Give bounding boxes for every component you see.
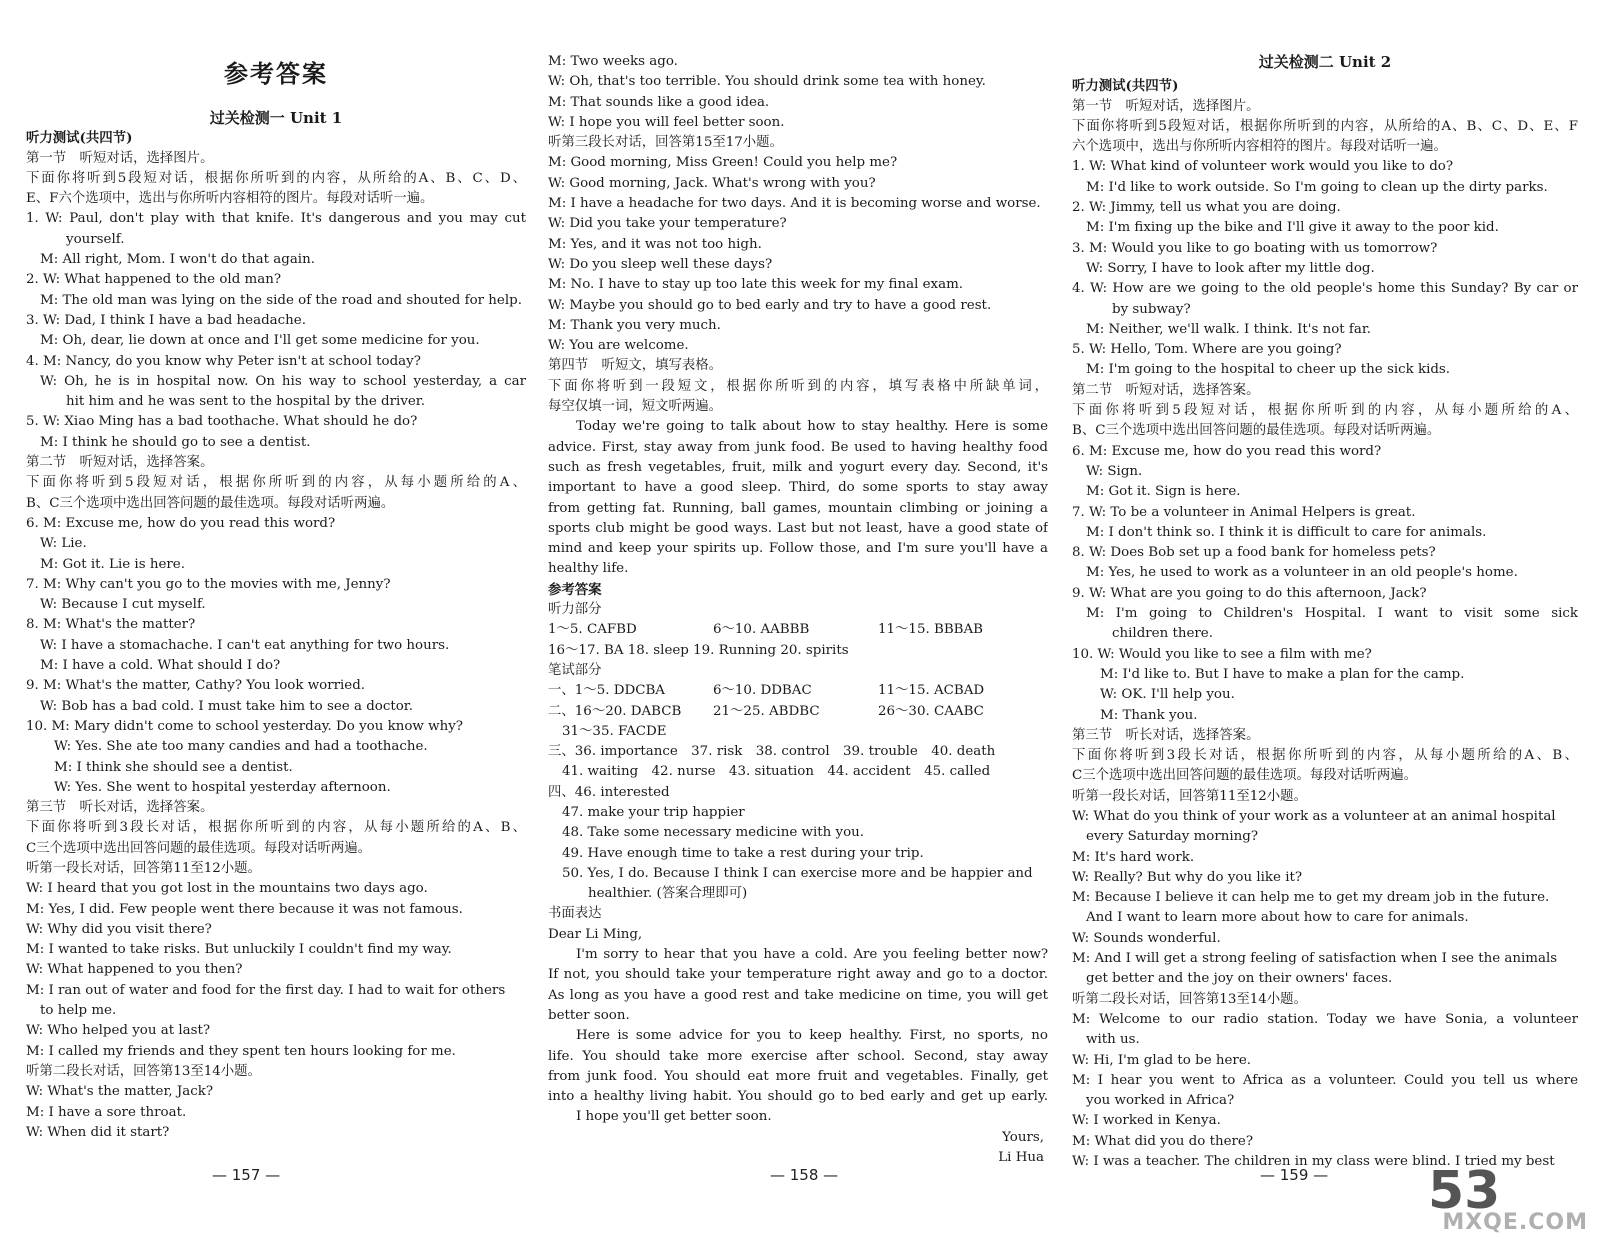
text-line: Today we're going to talk about how to stay healthy. Here is some <box>576 419 1048 435</box>
text-line: M: It's hard work. <box>1072 849 1195 865</box>
answer-cell: 6～10. AABBB <box>713 622 810 638</box>
text-line: 参考答案 <box>548 581 602 598</box>
text-line: Dear Li Ming, <box>548 926 643 942</box>
text-line: 第三节 听长对话，选择答案。 <box>26 800 214 816</box>
text-line: sports club might be good ways. Last but not least, have a good state of <box>548 520 1048 536</box>
text-line: 听力部分 <box>548 602 602 618</box>
text-line: E、F六个选项中，选出与你所听内容相符的图片。每段对话听一遍。 <box>26 191 434 207</box>
text-line: 听第一段长对话，回答第11至12小题。 <box>26 860 261 876</box>
text-line: such as fresh vegetables, fruit, milk and yogurt every day. Second, it's <box>548 459 1048 475</box>
listening-answers <box>548 620 1048 661</box>
text-line: M: The old man was lying on the side of the road and shouted for help. <box>40 292 522 308</box>
text-line: B、C三个选项中选出回答问题的最佳选项。每段对话听两遍。 <box>26 495 395 511</box>
text-line: M: I'd like to. But I have to make a plan for the camp. <box>1100 666 1465 682</box>
text-line: Yours, <box>1002 1129 1044 1145</box>
text-line: 听第三段长对话，回答第15至17小题。 <box>548 135 783 151</box>
watermark-number: 53 <box>1428 1161 1501 1221</box>
text-line: M: Oh, dear, lie down at once and I'll get some medicine for you. <box>40 333 480 349</box>
text-line: W: Maybe you should go to bed early and try to have a good rest. <box>548 297 992 313</box>
text-line: into a healthy living habit. You should go to bed early and get up early. <box>548 1089 1048 1105</box>
text-line: W: Did you take your temperature? <box>548 216 787 232</box>
text-line: B、C三个选项中选出回答问题的最佳选项。每段对话听两遍。 <box>1072 423 1441 439</box>
text-line: M: That sounds like a good idea. <box>548 94 770 110</box>
text-line: 49. Have enough time to take a rest during your trip. <box>562 845 924 861</box>
text-line: M: Neither, we'll walk. I think. It's not far. <box>1086 321 1372 337</box>
text-line: W: I hope you will feel better soon. <box>548 114 785 130</box>
text-line: M: Got it. Sign is here. <box>1086 484 1241 500</box>
text-line: healthier. (答案合理即可) <box>588 886 748 902</box>
page-158-text-continued <box>548 722 1048 1169</box>
text-line: M: Yes, I did. Few people went there because it was not famous. <box>26 901 463 917</box>
text-line: hit him and he was sent to the hospital by the driver. <box>66 394 425 410</box>
text-line: If not, you should take your temperature right away and go to a doctor. <box>548 967 1048 983</box>
text-line: 每空仅填一词，短文听两遍。 <box>548 399 723 415</box>
text-line: you worked in Africa? <box>1086 1093 1235 1109</box>
text-line: M: No. I have to stay up too late this week for my final exam. <box>548 277 964 293</box>
text-line: M: I ran out of water and food for the first day. I had to wait for others <box>26 982 506 998</box>
answer-cell: 6～10. DDBAC <box>713 683 812 699</box>
text-line: 书面表达 <box>548 906 602 922</box>
answer-cell: 1～5. CAFBD <box>548 622 637 638</box>
text-line: 10. M: Mary didn't come to school yesterday. Do you know why? <box>26 718 463 734</box>
text-line: M: All right, Mom. I won't do that again. <box>40 252 315 268</box>
text-line: M: I don't think so. I think it is difficult to care for animals. <box>1086 524 1487 540</box>
text-line: 第三节 听长对话，选择答案。 <box>1072 727 1260 743</box>
text-line: 下面你将听到5段短对话，根据你所听到的内容，从每小题所给的A、 <box>26 475 526 491</box>
text-line: M: Thank you. <box>1100 707 1198 723</box>
text-line: with us. <box>1086 1032 1140 1048</box>
text-line: 四、46. interested <box>548 784 670 800</box>
text-line: M: I'm fixing up the bike and I'll give it away to the poor kid. <box>1086 220 1499 236</box>
text-line: by subway? <box>1112 301 1191 317</box>
text-line: 3. M: Would you like to go boating with us tomorrow? <box>1072 240 1438 256</box>
text-line: M: I think she should see a dentist. <box>54 759 293 775</box>
text-line: important to have a good sleep. Third, do some sports to stay away <box>548 480 1048 496</box>
text-line: W: Oh, he is in hospital now. On his way to school yesterday, a car <box>40 373 526 389</box>
text-line: M: I'm going to Children's Hospital. I want to visit some sick <box>1086 606 1578 622</box>
text-line: M: Thank you very much. <box>548 317 721 333</box>
text-line: 4. M: Nancy, do you know why Peter isn't at school today? <box>26 353 421 369</box>
text-line: M: Welcome to our radio station. Today we have Sonia, a volunteer <box>1072 1011 1578 1027</box>
text-line: W: What happened to you then? <box>26 962 243 978</box>
text-line: W: Hi, I'm glad to be here. <box>1072 1052 1252 1068</box>
text-line: to help me. <box>40 1003 117 1019</box>
text-line: 下面你将听到5段短对话，根据你所听到的内容，从每小题所给的A、 <box>1072 403 1578 419</box>
text-line: M: Yes, he used to work as a volunteer in an old people's home. <box>1086 565 1518 581</box>
text-line: M: Yes, and it was not too high. <box>548 236 762 252</box>
answer-cell <box>878 641 1048 661</box>
text-line: W: Why did you visit there? <box>26 921 212 937</box>
answer-row <box>548 702 1048 722</box>
text-line: W: Do you sleep well these days? <box>548 256 773 272</box>
text-line: W: Sounds wonderful. <box>1072 930 1221 946</box>
text-line: 下面你将听到一段短文，根据你所听到的内容，填写表格中所缺单词， <box>548 378 1048 394</box>
page-number-159: — 159 — <box>1260 1166 1329 1184</box>
text-line: 5. W: Hello, Tom. Where are you going? <box>1072 342 1342 358</box>
text-line: W: Oh, that's too terrible. You should drink some tea with honey. <box>548 74 986 90</box>
text-line: 3. W: Dad, I think I have a bad headache. <box>26 312 306 328</box>
page-159-text <box>1072 76 1578 1172</box>
page-157-column <box>26 52 526 1143</box>
text-line: Here is some advice for you to keep healthy. First, no sports, no <box>576 1028 1048 1044</box>
text-line: 第二节 听短对话，选择答案。 <box>26 455 214 471</box>
text-line: 8. M: What's the matter? <box>26 617 196 633</box>
text-line: 第一节 听短对话，选择图片。 <box>1072 98 1260 114</box>
text-line: W: OK. I'll help you. <box>1100 687 1235 703</box>
answer-row <box>548 641 1048 661</box>
text-line: M: I hear you went to Africa as a volunteer. Could you tell us where <box>1072 1072 1578 1088</box>
text-line: M: I have a headache for two days. And it is becoming worse and worse. <box>548 196 1041 212</box>
text-line: M: I have a cold. What should I do? <box>40 658 281 674</box>
answer-cell: 11～15. ACBAD <box>878 683 985 699</box>
answer-cell: 16～17. BA 18. sleep 19. Running 20. spirits <box>548 642 849 658</box>
page-number-157: — 157 — <box>212 1166 281 1184</box>
text-line: M: Because I believe it can help me to get my dream job in the future. <box>1072 890 1550 906</box>
written-answers <box>548 681 1048 722</box>
text-line: M: Got it. Lie is here. <box>40 556 185 572</box>
answer-cell: 21～25. ABDBC <box>713 703 820 719</box>
answer-cell: 一、1～5. DDCBA <box>548 683 665 699</box>
text-line: M: Good morning, Miss Green! Could you help me? <box>548 155 898 171</box>
text-line: 2. W: Jimmy, tell us what you are doing. <box>1072 200 1341 216</box>
text-line: 下面你将听到3段长对话，根据你所听到的内容，从每小题所给的A、B、 <box>26 820 526 836</box>
text-line: W: What do you think of your work as a volunteer at an animal hospital <box>1072 808 1556 824</box>
text-line: C三个选项中选出回答问题的最佳选项。每段对话听两遍。 <box>1072 768 1418 784</box>
text-line: M: I have a sore throat. <box>26 1104 187 1120</box>
answer-row <box>548 620 1048 640</box>
text-line: 31～35. FACDE <box>562 723 667 739</box>
text-line: 4. W: How are we going to the old people's home this Sunday? By car or <box>1072 281 1578 297</box>
page-157-text <box>26 128 526 1143</box>
text-line: from getting fat. Running, ball games, mountain climbing or joining a <box>548 500 1048 516</box>
text-line: M: I called my friends and they spent ten hours looking for me. <box>26 1043 456 1059</box>
answer-row <box>548 681 1048 701</box>
text-line: 三、36. importance 37. risk 38. control 39. trouble 40. death <box>548 744 996 760</box>
text-line: And I want to learn more about how to care for animals. <box>1086 910 1469 926</box>
text-line: 9. W: What are you going to do this afternoon, Jack? <box>1072 585 1427 601</box>
text-line: 听第二段长对话，回答第13至14小题。 <box>1072 991 1307 1007</box>
text-line: W: You are welcome. <box>548 338 689 354</box>
watermark-logo <box>1428 1163 1588 1235</box>
text-line: mind and keep your spirits up. Follow those, and I'm sure you'll have a <box>548 541 1048 557</box>
text-line: 41. waiting 42. nurse 43. situation 44. accident 45. called <box>562 764 991 780</box>
text-line: W: Lie. <box>40 536 87 552</box>
text-line: I'm sorry to hear that you have a cold. Are you feeling better now? <box>576 947 1048 963</box>
text-line: 听力测试(共四节) <box>26 130 133 147</box>
text-line: M: What did you do there? <box>1072 1133 1254 1149</box>
answer-cell: 二、16～20. DABCB <box>548 703 682 719</box>
text-line: yourself. <box>66 231 125 247</box>
text-line: from junk food. You should eat more fruit and vegetables. Finally, get <box>548 1068 1048 1084</box>
text-line: W: What's the matter, Jack? <box>26 1084 214 1100</box>
unit-1-title: 过关检测一 Unit 1 <box>209 109 343 127</box>
text-line: 10. W: Would you like to see a film with me? <box>1072 646 1372 662</box>
page-number-158: — 158 — <box>770 1166 839 1184</box>
text-line: I hope you'll get better soon. <box>576 1109 772 1125</box>
text-line: M: I'd like to work outside. So I'm going to clean up the dirty parks. <box>1086 179 1548 195</box>
text-line: M: I wanted to take risks. But unluckily I couldn't find my way. <box>26 942 452 958</box>
text-line: 48. Take some necessary medicine with you. <box>562 825 865 841</box>
text-line: Li Hua <box>998 1150 1044 1166</box>
answer-cell: 11～15. BBBAB <box>878 622 984 638</box>
text-line: 下面你将听到5段短对话，根据你所听到的内容，从所给的A、B、C、D、 <box>26 170 526 186</box>
text-line: 8. W: Does Bob set up a food bank for homeless pets? <box>1072 545 1436 561</box>
page-159-column <box>1072 52 1578 1172</box>
text-line: W: Yes. She went to hospital yesterday afternoon. <box>54 779 391 795</box>
written-section-label: 笔试部分 <box>548 662 602 678</box>
text-line: 7. M: Why can't you go to the movies with me, Jenny? <box>26 576 391 592</box>
text-line: every Saturday morning? <box>1086 829 1259 845</box>
text-line: W: Who helped you at last? <box>26 1023 211 1039</box>
text-line: advice. First, stay away from junk food. Be used to having healthy food <box>548 439 1048 455</box>
text-line: W: I was a teacher. The children in my class were blind. I tried my best <box>1072 1154 1555 1170</box>
answer-cell: 26～30. CAABC <box>878 703 984 719</box>
text-line: 听力测试(共四节) <box>1072 78 1179 95</box>
page-main-title: 参考答案 <box>224 59 328 88</box>
text-line: 50. Yes, I do. Because I think I can exercise more and be happier and <box>562 865 1033 881</box>
answer-cell <box>713 641 878 661</box>
text-line: 听第二段长对话，回答第13至14小题。 <box>26 1063 261 1079</box>
text-line: 第一节 听短对话，选择图片。 <box>26 150 214 166</box>
text-line: 2. W: What happened to the old man? <box>26 272 282 288</box>
text-line: W: Because I cut myself. <box>40 597 206 613</box>
text-line: M: Two weeks ago. <box>548 54 678 69</box>
text-line: 下面你将听到5段短对话，根据你所听到的内容，从所给的A、B、C、D、E、F <box>1072 118 1578 134</box>
text-line: W: Bob has a bad cold. I must take him to see a doctor. <box>40 698 413 714</box>
text-line: 47. make your trip happier <box>562 804 745 820</box>
text-line: 5. W: Xiao Ming has a bad toothache. What should he do? <box>26 414 418 430</box>
text-line: As long as you have a good rest and take medicine on time, you will get <box>548 987 1048 1003</box>
text-line: M: I think he should go to see a dentist. <box>40 434 311 450</box>
text-line: 7. W: To be a volunteer in Animal Helpers is great. <box>1072 504 1416 520</box>
text-line: 1. W: Paul, don't play with that knife. It's dangerous and you may cut <box>26 211 526 227</box>
text-line: healthy life. <box>548 561 629 577</box>
text-line: 6. M: Excuse me, how do you read this word? <box>26 515 336 531</box>
text-line: W: Good morning, Jack. What's wrong with you? <box>548 175 876 191</box>
text-line: W: Sorry, I have to look after my little dog. <box>1086 260 1375 276</box>
text-line: W: I worked in Kenya. <box>1072 1113 1221 1129</box>
text-line: children there. <box>1112 626 1213 642</box>
text-line: W: I heard that you got lost in the mountains two days ago. <box>26 881 428 897</box>
text-line: 9. M: What's the matter, Cathy? You look worried. <box>26 678 366 694</box>
text-line: W: I have a stomachache. I can't eat anything for two hours. <box>40 637 450 653</box>
text-line: W: Yes. She ate too many candies and had a toothache. <box>54 739 428 755</box>
page-158-column <box>548 52 1048 1168</box>
text-line: 听第一段长对话，回答第11至12小题。 <box>1072 788 1307 804</box>
text-line: W: Sign. <box>1086 463 1143 479</box>
text-line: 第二节 听短对话，选择答案。 <box>1072 382 1260 398</box>
text-line: 1. W: What kind of volunteer work would you like to do? <box>1072 159 1454 175</box>
text-line: M: I'm going to the hospital to cheer up the sick kids. <box>1086 362 1451 378</box>
text-line: W: When did it start? <box>26 1124 170 1140</box>
text-line: 第四节 听短文，填写表格。 <box>548 358 723 374</box>
text-line: W: Really? But why do you like it? <box>1072 869 1303 885</box>
text-line: better soon. <box>548 1007 630 1023</box>
text-line: get better and the joy on their owners' faces. <box>1086 971 1393 987</box>
text-line: 六个选项中，选出与你所听内容相符的图片。每段对话听一遍。 <box>1072 139 1447 155</box>
text-line: M: And I will get a strong feeling of satisfaction when I see the animals <box>1072 951 1558 967</box>
text-line: 6. M: Excuse me, how do you read this word? <box>1072 443 1382 459</box>
text-line: C三个选项中选出回答问题的最佳选项。每段对话听两遍。 <box>26 840 372 856</box>
watermark-site: MXQE.COM <box>1442 1210 1588 1235</box>
text-line: 下面你将听到3段长对话，根据你所听到的内容，从每小题所给的A、B、 <box>1072 748 1578 764</box>
unit-2-title: 过关检测二 Unit 2 <box>1258 53 1392 71</box>
text-line: life. You should take more exercise after school. Second, stay away <box>548 1048 1048 1064</box>
page-158-text <box>548 52 1048 620</box>
